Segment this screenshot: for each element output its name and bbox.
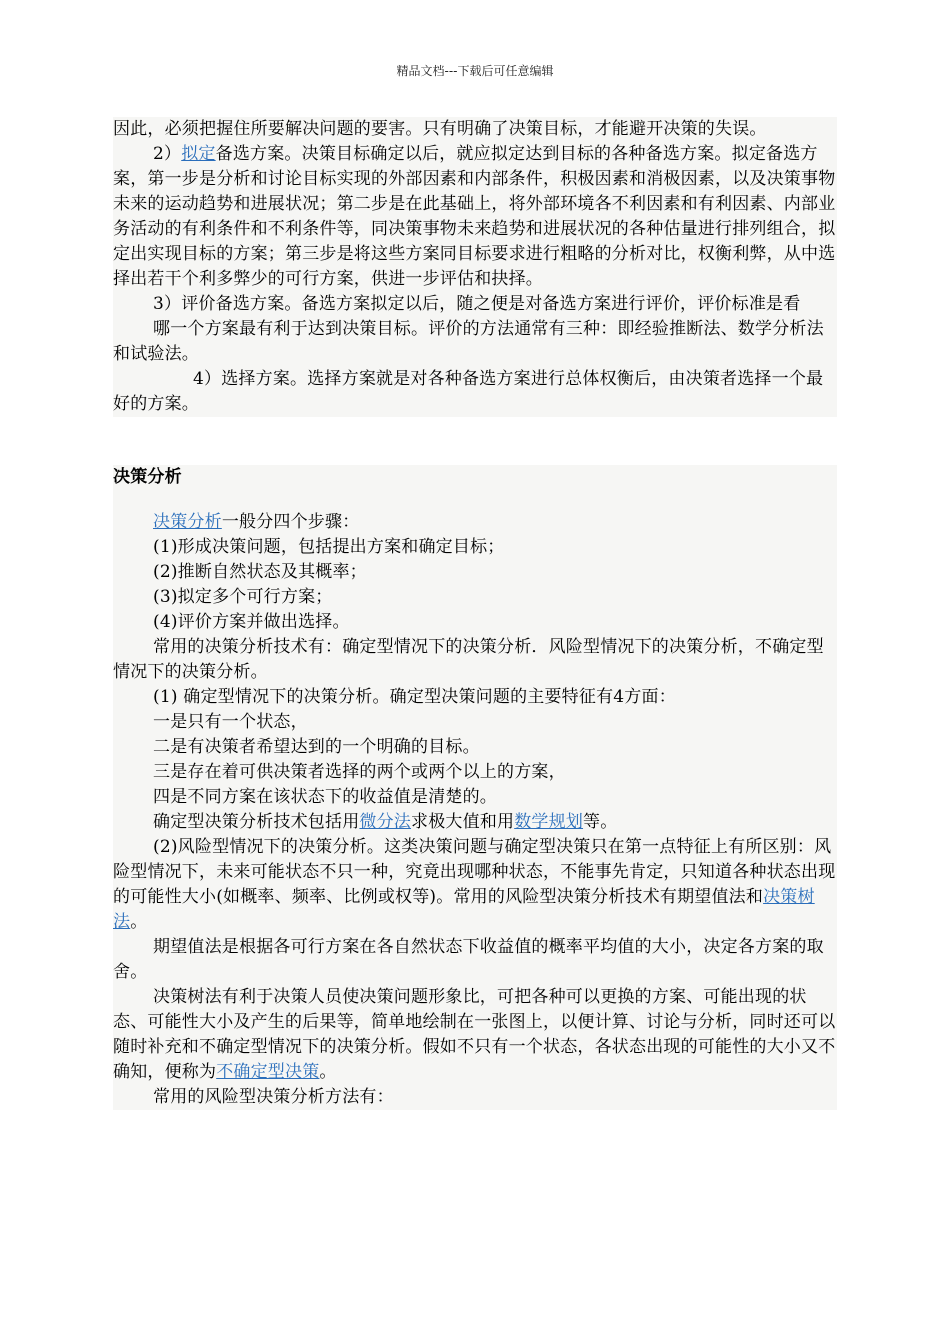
link-draft[interactable]: 拟定	[181, 144, 216, 164]
paragraph-common-techniques: 常用的决策分析技术有：确定型情况下的决策分析．风险型情况下的决策分析，不确定型情况下的决策分析。	[113, 637, 824, 682]
list-item-feature: 四是不同方案在该状态下的收益值是清楚的。	[153, 787, 497, 807]
tree-end: 。	[319, 1062, 337, 1082]
paragraph-certain-techniques	[113, 810, 837, 835]
link-differential[interactable]: 微分法	[359, 812, 412, 832]
step-number: 2）	[153, 144, 182, 164]
spacer	[113, 417, 837, 465]
draft-text: 备选方案。决策目标确定以后，就应拟定达到目标的各种备选方案。拟定备选方案，第一步是分析和讨论目标实现的外部因素和内部条件，积极因素和消极因素，以及决策事物未来的运动趋势和进展状况；第二步是在此基础上，将外部环境各不利因素和有利因素、内部业务活动的有利条件和不利条件等，同决策事物未来趋势和进展状况的各种估量进行排列组合，拟定出实现目标的方案；第三步是将这些方案同目标要求进行粗略的分析对比，权衡利弊，从中选择出若干个利多弊少的可行方案，供进一步评估和抉择。	[113, 144, 836, 289]
paragraph-intro	[113, 510, 837, 535]
list-item-step: (1)形成决策问题，包括提出方案和确定目标；	[153, 537, 505, 557]
paragraph-goal: 因此，必须把握住所要解决问题的要害。只有明确了决策目标，才能避开决策的失误。	[113, 119, 767, 139]
list-item-feature: 一是只有一个状态，	[153, 712, 308, 732]
paragraph-risk	[113, 835, 837, 935]
tech-text-a: 确定型决策分析技术包括用	[153, 812, 360, 832]
link-decision-analysis[interactable]: 决策分析	[153, 512, 222, 532]
tree-text: 决策树法有利于决策人员使决策问题形象比，可把各种可以更换的方案、可能出现的状态、可能性大小及产生的后果等，简单地绘制在一张图上，以便计算、讨论与分析，同时还可以随时补充和不确定型情况下的决策分析。假如不只有一个状态，各状态出现的可能性的大小又不确知，便称为	[113, 987, 836, 1082]
paragraph-draft-options	[113, 142, 837, 292]
document-body	[113, 117, 837, 1110]
paragraph-decision-tree	[113, 985, 837, 1085]
list-item-step: (3)拟定多个可行方案；	[153, 587, 333, 607]
link-math-programming[interactable]: 数学规划	[514, 812, 584, 832]
page-header: 精品文档---下载后可任意编辑	[396, 64, 554, 78]
list-item-step: (2)推断自然状态及其概率；	[153, 562, 367, 582]
paragraph-certain: (1) 确定型情况下的决策分析。确定型决策问题的主要特征有4方面：	[153, 687, 676, 707]
section-decision-steps	[113, 117, 837, 417]
paragraph-evaluate-cont: 哪一个方案最有利于达到决策目标。评价的方法通常有三种：即经验推断法、数学分析法和试验法。	[113, 319, 824, 364]
risk-end: 。	[130, 912, 148, 932]
risk-text: (2)风险型情况下的决策分析。这类决策问题与确定型决策只在第一点特征上有所区别：风险型情况下，未来可能状态不只一种，究竟出现哪种状态，不能事先肯定，只知道各种状态出现的可能性大小(如概率、频率、比例或权等)。常用的风险型决策分析技术有期望值法和	[113, 837, 836, 907]
section-decision-analysis	[113, 465, 837, 1110]
paragraph-select: 4）选择方案。选择方案就是对各种备选方案进行总体权衡后，由决策者选择一个最好的方案。	[113, 369, 824, 414]
intro-text: 一般分四个步骤：	[221, 512, 360, 532]
link-decision-tree[interactable]: 决策树法	[113, 887, 815, 932]
link-uncertain-decision[interactable]: 不确定型决策	[216, 1062, 320, 1082]
list-item-step: (4)评价方案并做出选择。	[153, 612, 350, 632]
paragraph-common-risk-methods: 常用的风险型决策分析方法有：	[153, 1087, 394, 1107]
list-item-feature: 三是存在着可供决策者选择的两个或两个以上的方案，	[153, 762, 566, 782]
paragraph-expected-value: 期望值法是根据各可行方案在各自然状态下收益值的概率平均值的大小，决定各方案的取舍。	[113, 937, 824, 982]
list-item-feature: 二是有决策者希望达到的一个明确的目标。	[153, 737, 480, 757]
section-heading: 决策分析	[113, 467, 182, 487]
paragraph-evaluate: 3）评价备选方案。备选方案拟定以后，随之便是对备选方案进行评价，评价标准是看	[153, 294, 801, 314]
tech-text-b: 求极大值和用	[411, 812, 515, 832]
tech-text-c: 等。	[583, 812, 618, 832]
